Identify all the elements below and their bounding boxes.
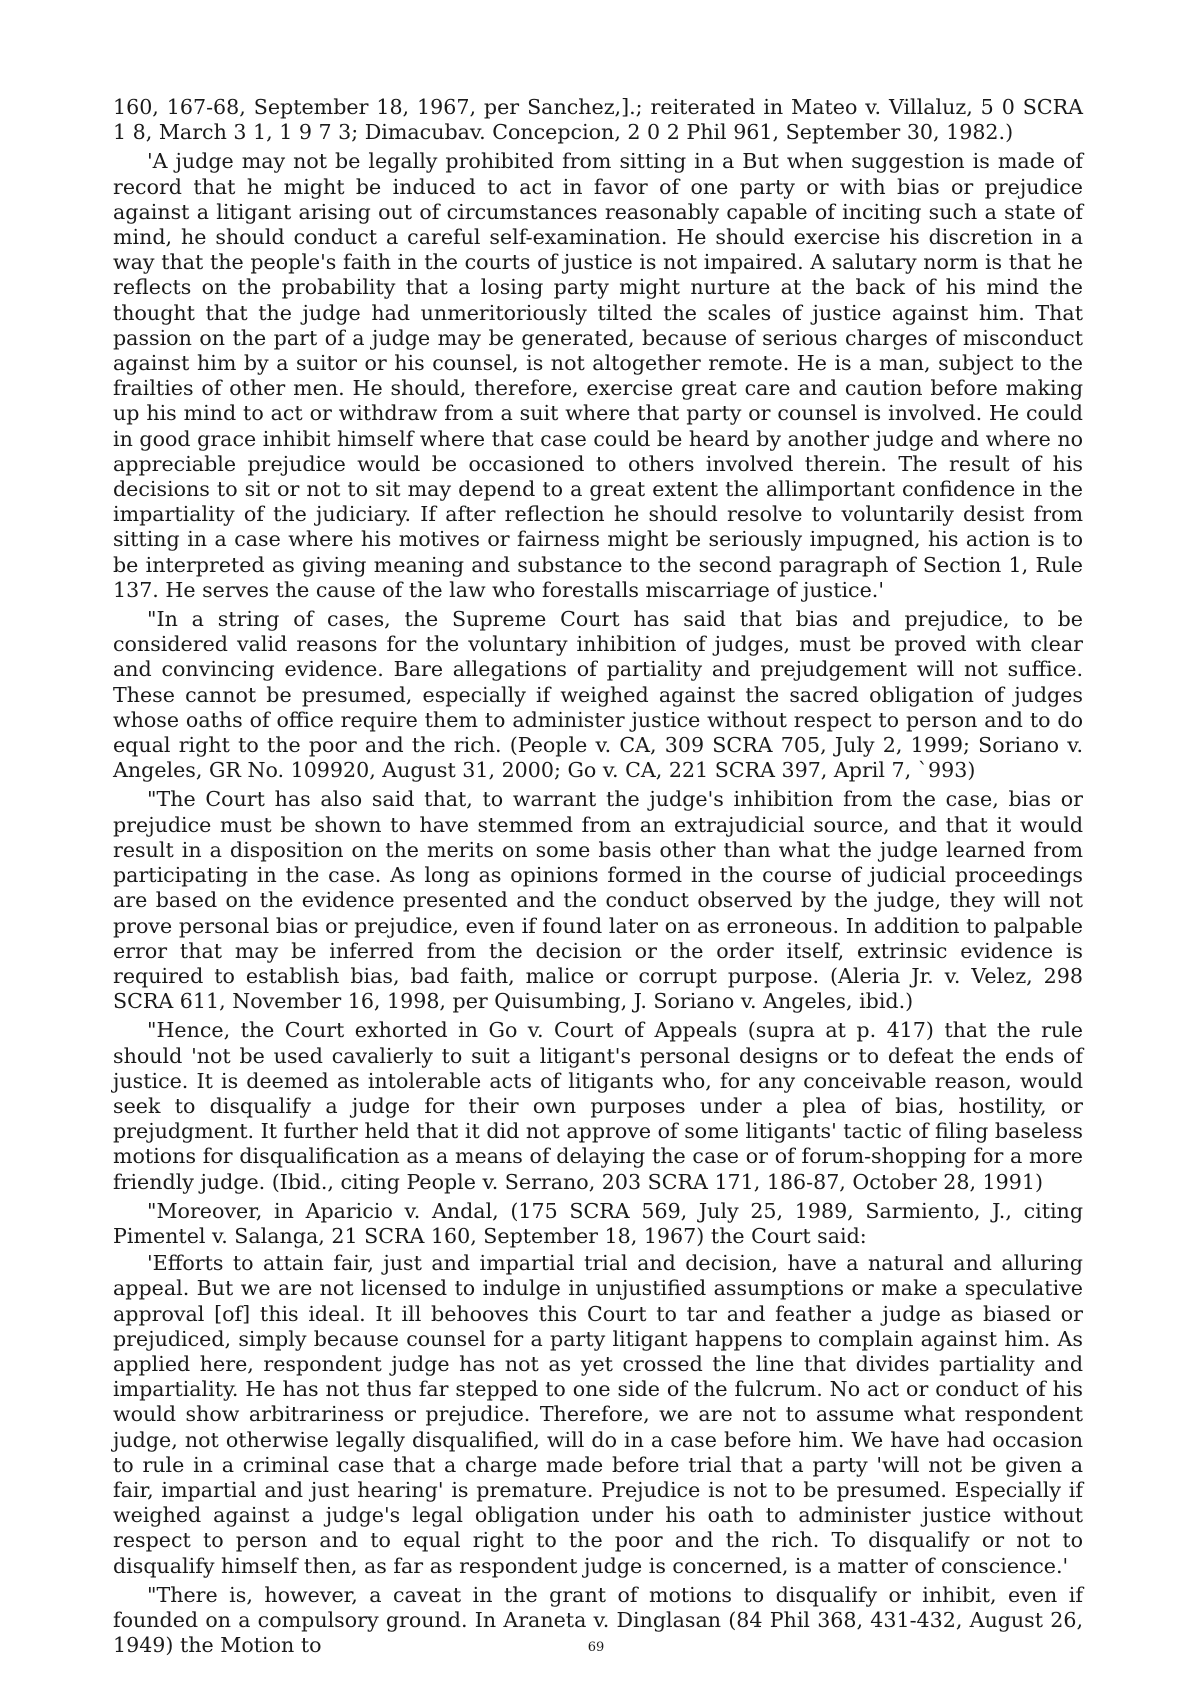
- paragraph-3: "In a string of cases, the Supreme Court has said that bias and prejudice, to be considered valid reasons for the voluntary inhibition of judges, must be proved with clear and convincing evidence. Bare allegations of partiality and prejudgement will not suffice. These cannot be presumed, especially if weighed against the sacred obligation of judges whose oaths of office require them to administer justice without respect to person and to do equal right to the poor and the rich. (People v. CA, 309 SCRA 705, July 2, 1999; Soriano v. Angeles, GR No. 109920, August 31, 2000; Go v. CA, 221 SCRA 397, April 7, `993): [113, 607, 1083, 783]
- page-number: 69: [587, 1640, 605, 1655]
- paragraph-7: 'Efforts to attain fair, just and impartial trial and decision, have a natural and alluring appeal. But we are not licensed to indulge in unjustified assumptions or make a speculative approval [of] this ideal. It ill behooves this Court to tar and feather a judge as biased or prejudiced, simply because counsel for a party litigant happens to complain against him. As applied here, respondent judge has not as yet crossed the line that divides partiality and impartiality. He has not thus far stepped to one side of the fulcrum. No act or conduct of his would show arbitrariness or prejudice. Therefore, we are not to assume what respondent judge, not otherwise legally disqualified, will do in a case before him. We have had occasion to rule in a criminal case that a charge made before trial that a party 'will not be given a fair, impartial and just hearing' is premature. Prejudice is not to be presumed. Especially if weighed against a judge's legal obligation under his oath to administer justice without respect to person and to equal right to the poor and the rich. To disqualify or not to disqualify himself then, as far as respondent judge is concerned, is a matter of conscience.': [113, 1251, 1083, 1578]
- paragraph-2: 'A judge may not be legally prohibited from sitting in a But when suggestion is made of record that he might be induced to act in favor of one party or with bias or prejudice against a litigant arising out of circumstances reasonably capable of inciting such a state of mind, he should conduct a careful self-examination. He should exercise his discretion in a way that the people's faith in the courts of justice is not impaired. A salutary norm is that he reflects on the probability that a losing party might nurture at the back of his mind the thought that the judge had unmeritoriously tilted the scales of justice against him. That passion on the part of a judge may be generated, because of serious charges of misconduct against him by a suitor or his counsel, is not altogether remote. He is a man, subject to the frailties of other men. He should, therefore, exercise great care and caution before making up his mind to act or withdraw from a suit where that party or counsel is involved. He could in good grace inhibit himself where that case could be heard by another judge and where no appreciable prejudice would be occasioned to others involved therein. The result of his decisions to sit or not to sit may depend to a great extent the allimportant confidence in the impartiality of the judiciary. If after reflection he should resolve to voluntarily desist from sitting in a case where his motives or fairness might be seriously impugned, his action is to be interpreted as giving meaning and substance to the second paragraph of Section 1, Rule 137. He serves the cause of the law who forestalls miscarriage of justice.': [113, 149, 1083, 602]
- paragraph-6: "Moreover, in Aparicio v. Andal, (175 SCRA 569, July 25, 1989, Sarmiento, J., citing Pimentel v. Salanga, 21 SCRA 160, September 18, 1967) the Court said:: [113, 1198, 1083, 1248]
- document-body: [113, 95, 1083, 1662]
- paragraph-8: "There is, however, a caveat in the grant of motions to disqualify or inhibit, even if founded on a compulsory ground. In Araneta v. Dinglasan (84 Phil 368, 431-432, August 26, 1949) the Motion to: [113, 1582, 1083, 1658]
- paragraph-1: 160, 167-68, September 18, 1967, per Sanchez,].; reiterated in Mateo v. Villaluz, 5 0 SCRA 1 8, March 3 1, 1 9 7 3; Dimacubav. Concepcion, 2 0 2 Phil 961, September 30, 1982.): [113, 95, 1083, 145]
- paragraph-5: "Hence, the Court exhorted in Go v. Court of Appeals (supra at p. 417) that the rule should 'not be used cavalierly to suit a litigant's personal designs or to defeat the ends of justice. It is deemed as intolerable acts of litigants who, for any conceivable reason, would seek to disqualify a judge for their own purposes under a plea of bias, hostility, or prejudgment. It further held that it did not approve of some litigants' tactic of filing baseless motions for disqualification as a means of delaying the case or of forum-shopping for a more friendly judge. (Ibid., citing People v. Serrano, 203 SCRA 171, 186-87, October 28, 1991): [113, 1018, 1083, 1194]
- paragraph-4: "The Court has also said that, to warrant the judge's inhibition from the case, bias or prejudice must be shown to have stemmed from an extrajudicial source, and that it would result in a disposition on the merits on some basis other than what the judge learned from participating in the case. As long as opinions formed in the course of judicial proceedings are based on the evidence presented and the conduct observed by the judge, they will not prove personal bias or prejudice, even if found later on as erroneous. In addition to palpable error that may be inferred from the decision or the order itself, extrinsic evidence is required to establish bias, bad faith, malice or corrupt purpose. (Aleria Jr. v. Velez, 298 SCRA 611, November 16, 1998, per Quisumbing, J. Soriano v. Angeles, ibid.): [113, 787, 1083, 1014]
